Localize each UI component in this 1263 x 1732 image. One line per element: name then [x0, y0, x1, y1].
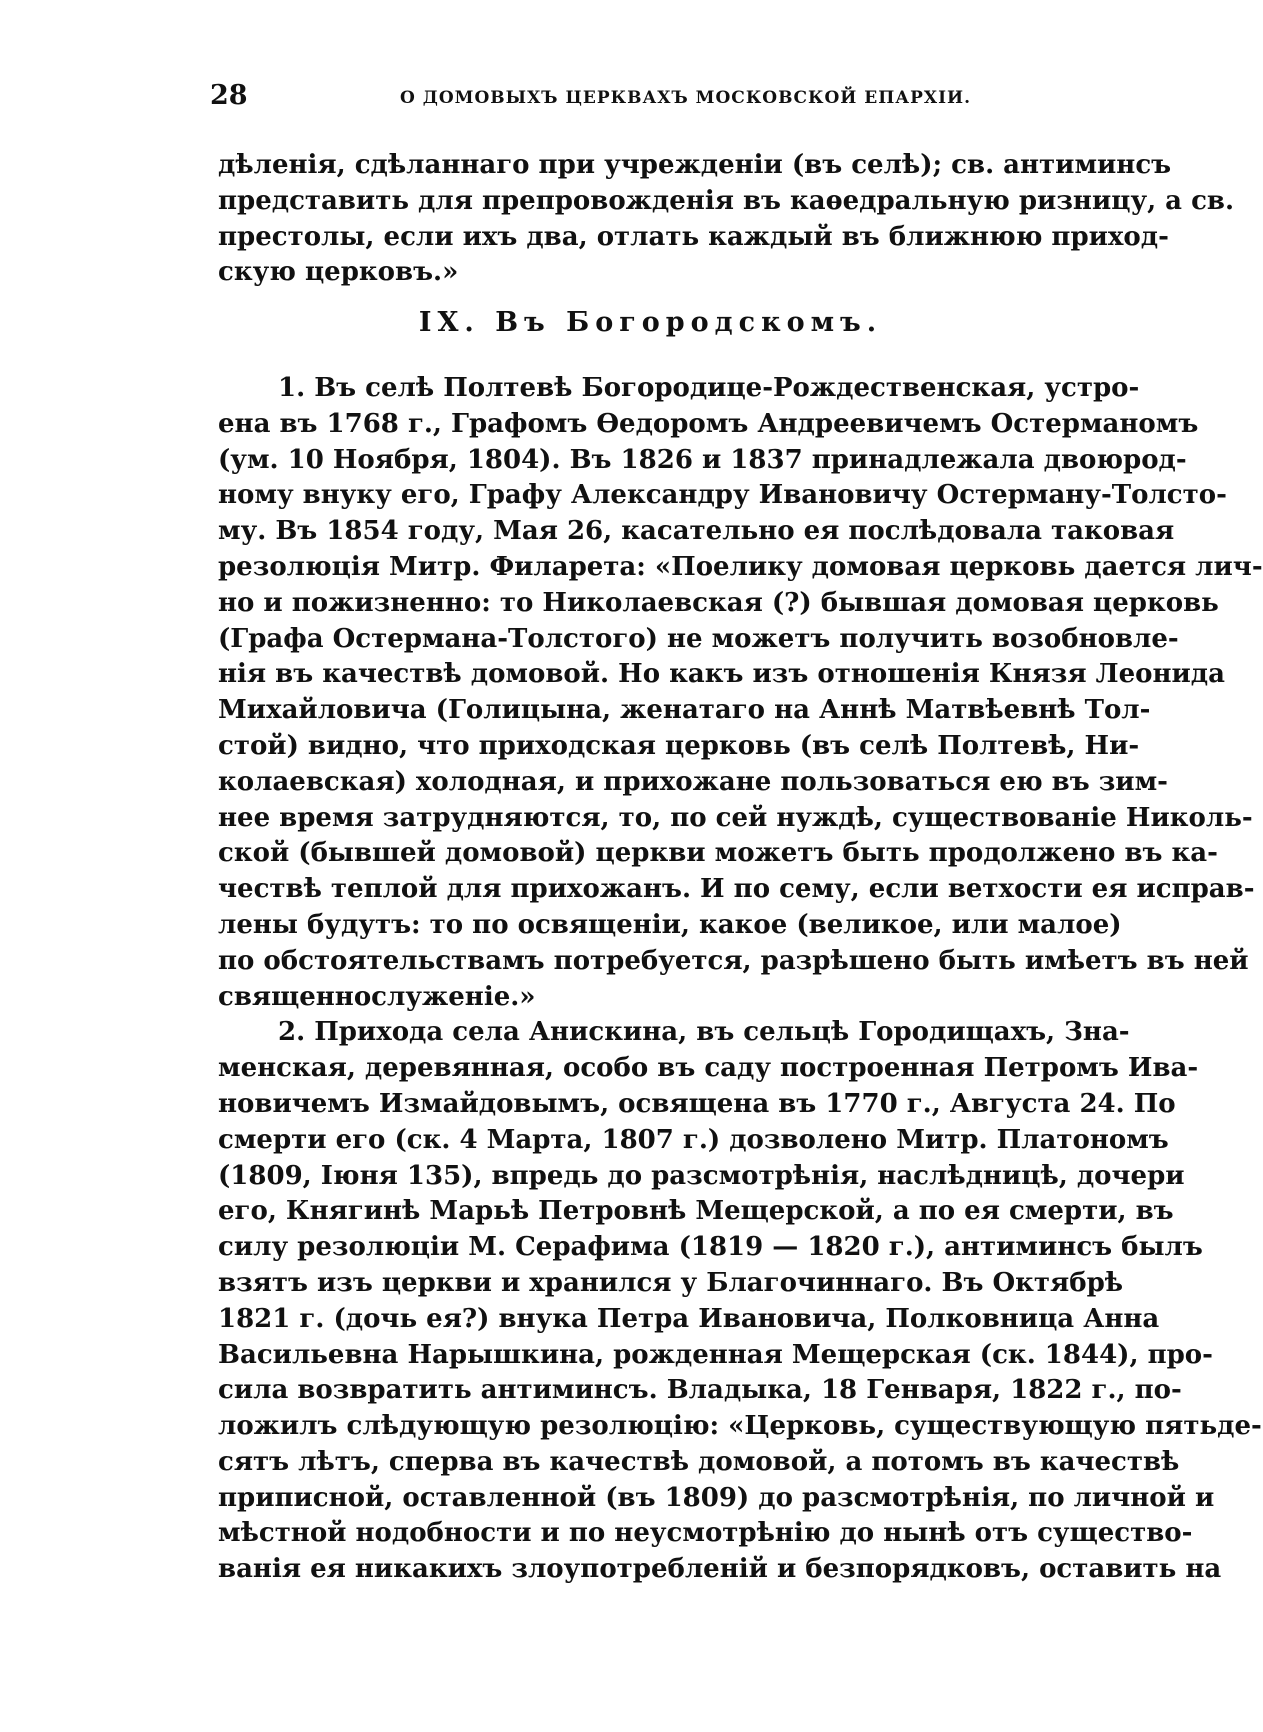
text-line: силу резолюціи М. Серафима (1819 — 1820 г.), антиминсъ былъ	[218, 1232, 1203, 1263]
text-line: ному внуку его, Графу Александру Ивановичу Остерману-Толсто-	[218, 480, 1227, 511]
text-line: ской (бывшей домовой) церкви можетъ быть продолжено въ ка-	[218, 838, 1218, 869]
text-line: взятъ изъ церкви и хранился у Благочиннаго. Въ Октябрѣ	[218, 1267, 1124, 1298]
text-line: менская, деревянная, особо въ саду построенная Петромъ Ива-	[218, 1053, 1199, 1084]
text-line: резолюція Митр. Филарета: «Поелику домовая церковь дается лич-	[218, 551, 1263, 582]
text-line: колаевская) холодная, и прихожане пользоваться ею въ зим-	[218, 766, 1168, 797]
text-line: представить для препровожденія въ каѳедральную ризницу, а св.	[218, 185, 1235, 216]
text-line: священнослуженіе.»	[218, 981, 536, 1012]
text-line: (Графа Остермана-Толстого) не можетъ получить возобновле-	[218, 623, 1179, 654]
text-line: (ум. 10 Ноября, 1804). Въ 1826 и 1837 принадлежала двоюрод-	[218, 444, 1187, 475]
text-line: 1. Въ селѣ Полтевѣ Богородице-Рождественская, устро-	[278, 372, 1140, 403]
text-line: ванія ея никакихъ злоупотребленій и безпорядковъ, оставить на	[218, 1554, 1222, 1585]
text-line: смерти его (ск. 4 Марта, 1807 г.) дозволено Митр. Платономъ	[218, 1124, 1169, 1155]
text-line: нія въ качествѣ домовой. Но какъ изъ отношенія Князя Леонида	[218, 659, 1225, 690]
page-number: 28	[210, 80, 248, 111]
text-line: лены будутъ: то по освященіи, какое (великое, или малое)	[218, 909, 1122, 940]
text-line: мѣстной нодобности и по неусмотрѣнію до нынѣ отъ существо-	[218, 1518, 1193, 1549]
text-line: приписной, оставленной (въ 1809) до разсмотрѣнія, по личной и	[218, 1482, 1215, 1513]
text-line: его, Княгинѣ Марьѣ Петровнѣ Мещерской, а по ея смерти, въ	[218, 1196, 1174, 1227]
body-text	[218, 148, 1263, 1588]
text-line: му. Въ 1854 году, Мая 26, касательно ея послѣдовала таковая	[218, 516, 1175, 547]
text-line: нее время затрудняются, то, по сей нуждѣ, существованіе Николь-	[218, 802, 1253, 833]
text-line: (1809, Іюня 135), впредь до разсмотрѣнія, наслѣдницѣ, дочери	[218, 1160, 1185, 1191]
text-line: но и пожизненно: то Николаевская (?) бывшая домовая церковь	[218, 587, 1219, 618]
entry-1	[218, 371, 1263, 1015]
paragraph-continuation	[218, 148, 1235, 291]
section-heading: IX. Въ Богородскомъ.	[418, 307, 883, 339]
text-line: 1821 г. (дочь ея?) внука Петра Ивановича, Полковница Анна	[218, 1303, 1160, 1334]
text-line: ена въ 1768 г., Графомъ Ѳедоромъ Андреевичемъ Остерманомъ	[218, 408, 1199, 439]
text-line: по обстоятельствамъ потребуется, разрѣшено быть имѣетъ въ ней	[218, 945, 1249, 976]
running-title: О ДОМОВЫХЪ ЦЕРКВАХЪ МОСКОВСКОЙ ЕПАРХІИ.	[400, 88, 972, 108]
text-line: Михайловича (Голицына, женатаго на Аннѣ Матвѣевнѣ Тол-	[218, 695, 1151, 726]
text-line: престолы, если ихъ два, отлать каждый въ ближнюю приход-	[218, 221, 1169, 252]
text-line: 2. Прихода села Анискина, въ сельцѣ Городищахъ, Зна-	[278, 1017, 1130, 1048]
entry-2	[218, 1015, 1262, 1588]
running-head	[210, 80, 1090, 120]
text-line: стой) видно, что приходская церковь (въ селѣ Полтевѣ, Ни-	[218, 730, 1140, 761]
text-line: сила возвратить антиминсъ. Владыка, 18 Генваря, 1822 г., по-	[218, 1375, 1182, 1406]
text-line: дѣленія, сдѣланнаго при учрежденіи (въ селѣ); св. антиминсъ	[218, 150, 1172, 180]
text-line: ложилъ слѣдующую резолюцію: «Церковь, существующую пятьде-	[218, 1411, 1262, 1442]
text-line: чествѣ теплой для прихожанъ. И по сему, если ветхости ея исправ-	[218, 874, 1255, 905]
text-line: скую церковъ.»	[218, 257, 459, 288]
text-line: новичемъ Измайдовымъ, освящена въ 1770 г., Августа 24. По	[218, 1088, 1176, 1119]
text-line: Васильевна Нарышкина, рожденная Мещерская (ск. 1844), про-	[218, 1339, 1213, 1370]
text-line: сятъ лѣтъ, сперва въ качествѣ домовой, а потомъ въ качествѣ	[218, 1446, 1180, 1477]
